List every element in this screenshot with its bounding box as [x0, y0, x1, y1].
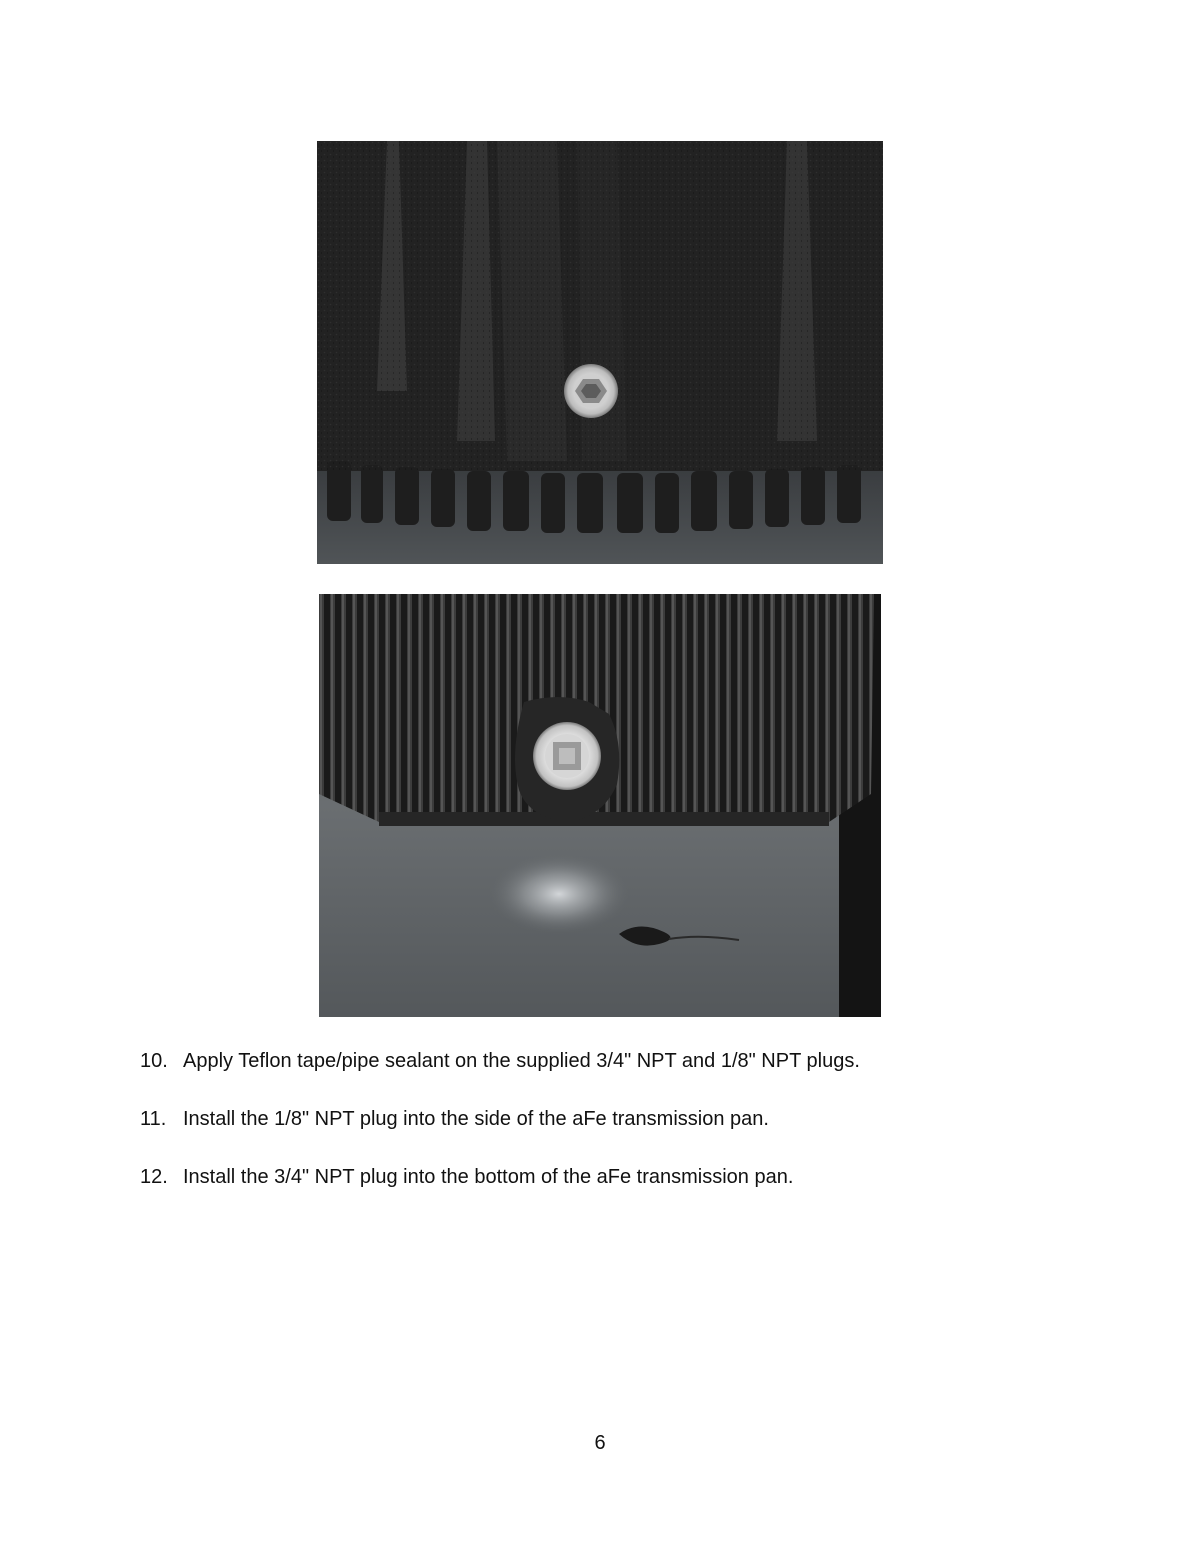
step-text: Install the 3/4" NPT plug into the bottom of the aFe transmission pan.: [183, 1166, 794, 1188]
step-11: [140, 1104, 1100, 1134]
pan-side-illustration: [317, 141, 883, 564]
side-drain-plug-photo: [317, 141, 883, 564]
pan-bottom-illustration: [319, 594, 881, 1017]
page-number: 6: [594, 1432, 606, 1454]
step-number: 11.: [140, 1108, 167, 1130]
step-text: Apply Teflon tape/pipe sealant on the supplied 3/4" NPT and 1/8" NPT plugs.: [183, 1050, 860, 1072]
bottom-drain-plug-photo: [319, 594, 881, 1017]
step-number: 12.: [140, 1166, 168, 1188]
step-number: 10.: [140, 1050, 168, 1072]
step-text: Install the 1/8" NPT plug into the side of the aFe transmission pan.: [183, 1108, 769, 1130]
step-10: [140, 1046, 1100, 1076]
instruction-steps: [140, 1046, 1100, 1220]
step-12: [140, 1162, 1100, 1192]
